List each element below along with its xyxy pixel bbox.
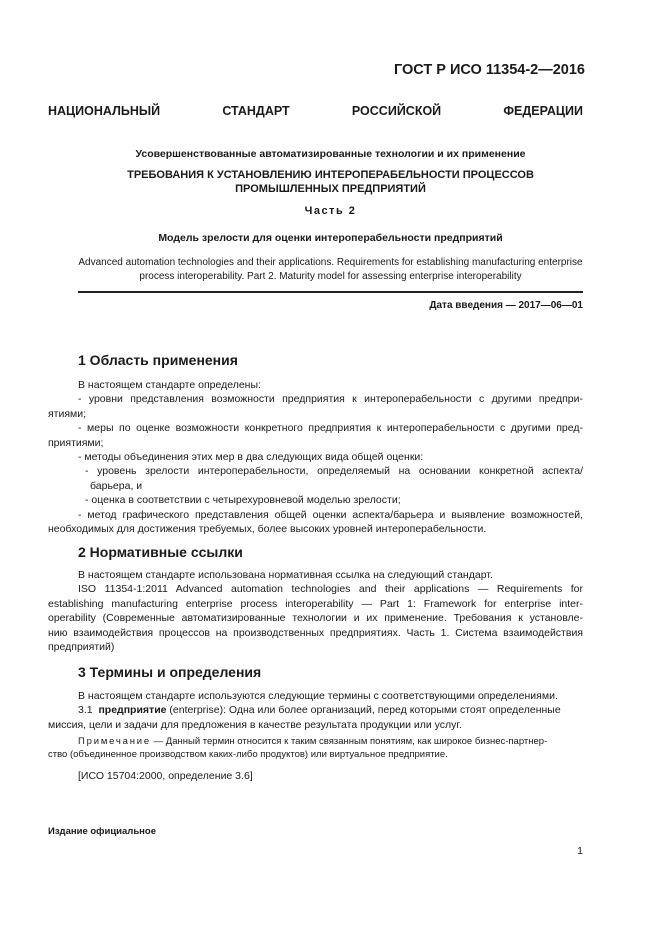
note-label: Примечание — [78, 736, 151, 747]
s1-line-8: - оценка в соответствии с четырехуровневой моделью зрелости; — [85, 494, 401, 507]
note-block — [48, 735, 583, 761]
subtitle: Модель зрелости для оценки интероперабельности предприятий — [158, 232, 503, 244]
title-line-2: ТРЕБОВАНИЯ К УСТАНОВЛЕНИЮ ИНТЕРОПЕРАБЕЛЬНОСТИ ПРОЦЕССОВ — [127, 169, 534, 181]
part-label: Часть 2 — [304, 205, 357, 217]
note-text: — Данный термин относится к таким связанным понятиям, как широкое бизнес-партнер- — [151, 736, 548, 747]
term-number: 3.1 — [78, 704, 93, 717]
introduction-date: Дата введения — 2017—06—01 — [429, 300, 583, 311]
english-title — [48, 256, 613, 283]
term-word: предприятие — [98, 704, 167, 717]
section-1-heading: 1 Область применения — [78, 352, 238, 368]
s3-term-line — [78, 703, 583, 717]
s3-intro: В настоящем стандарте используются следующие термины с соответствующими определениями. — [78, 690, 558, 702]
s2-line-5: предприятий) — [48, 641, 115, 654]
s1-line-7: барьера, и — [90, 479, 143, 492]
section-3-heading: 3 Термины и определения — [78, 664, 262, 680]
english-line-2: process interoperability. Part 2. Maturity model for assessing enterprise interoperability — [139, 270, 522, 282]
english-line-1: Advanced automation technologies and their applications. Requirements for establishing manufacturing enterprise — [78, 257, 583, 268]
s1-line-6: - уровень зрелости интероперабельности, определяемый на основании конкретной аспекта/ — [85, 465, 583, 478]
s1-line-9: - метод графического представления общей оценки аспекта/барьера и выявление возможностей, — [78, 508, 583, 521]
section-2-body — [48, 568, 583, 654]
page-number: 1 — [577, 845, 583, 857]
s1-line-1: - уровни представления возможности предприятия к интероперабельности с другими предпри- — [78, 393, 583, 406]
national-standard-banner: НАЦИОНАЛЬНЫЙ СТАНДАРТ РОССИЙСКОЙ ФЕДЕРАЦИИ — [48, 104, 583, 118]
s1-line-4: приятиями; — [48, 436, 104, 449]
edition-label: Издание официальное — [48, 826, 156, 837]
s1-line-0: В настоящем стандарте определены: — [78, 379, 261, 391]
title-divider — [78, 291, 583, 293]
section-3-body — [48, 689, 583, 732]
title-main — [48, 168, 613, 196]
s2-line-4: нию взаимодействия процессов на производственных предприятиях. Часть 1. Система взаимодействия — [48, 626, 583, 639]
s1-line-2: ятиями; — [48, 407, 87, 420]
note-line-2: ство (объединенное производством каких-либо продуктов) или виртуальное предприятие. — [48, 749, 448, 760]
section-2-heading: 2 Нормативные ссылки — [78, 544, 243, 560]
s3-term-line-2: миссия, цели и задачи для предложения в качестве результата продукции или услуг. — [48, 718, 462, 731]
s1-line-3: - меры по оценке возможности конкретного предприятия к интероперабельности с другими пред- — [78, 422, 583, 435]
s1-line-10: необходимых для достижения требуемых, более высоких уровней интероперабельности. — [48, 523, 487, 536]
note-line-1 — [48, 735, 583, 748]
gost-number: ГОСТ Р ИСО 11354-2—2016 — [393, 62, 585, 78]
title-line-1: Усовершенствованные автоматизированные технологии и их применение — [135, 148, 526, 160]
s2-line-0: В настоящем стандарте использована нормативная ссылка на следующий стандарт. — [78, 569, 493, 581]
s2-line-2: establishing manufacturing enterprise process interoperability — Part 1: Framework for enterprise inter- — [48, 597, 583, 610]
term-source: [ИСО 15704:2000, определение 3.6] — [78, 770, 253, 782]
s1-line-5: - методы объединения этих мер в два следующих вида общей оценки: — [78, 451, 424, 464]
term-definition: (enterprise): Одна или более организаций, перед которыми стоят определенные — [166, 704, 561, 717]
s2-line-3: operability (Современные автоматизированные технологии и их применение. Требования к установле- — [48, 612, 583, 625]
s2-line-1: ISO 11354-1:2011 Advanced automation technologies and their applications — Requirements for — [78, 583, 583, 596]
title-line-3: ПРОМЫШЛЕННЫХ ПРЕДПРИЯТИЙ — [235, 183, 426, 195]
section-1-body — [48, 378, 583, 536]
